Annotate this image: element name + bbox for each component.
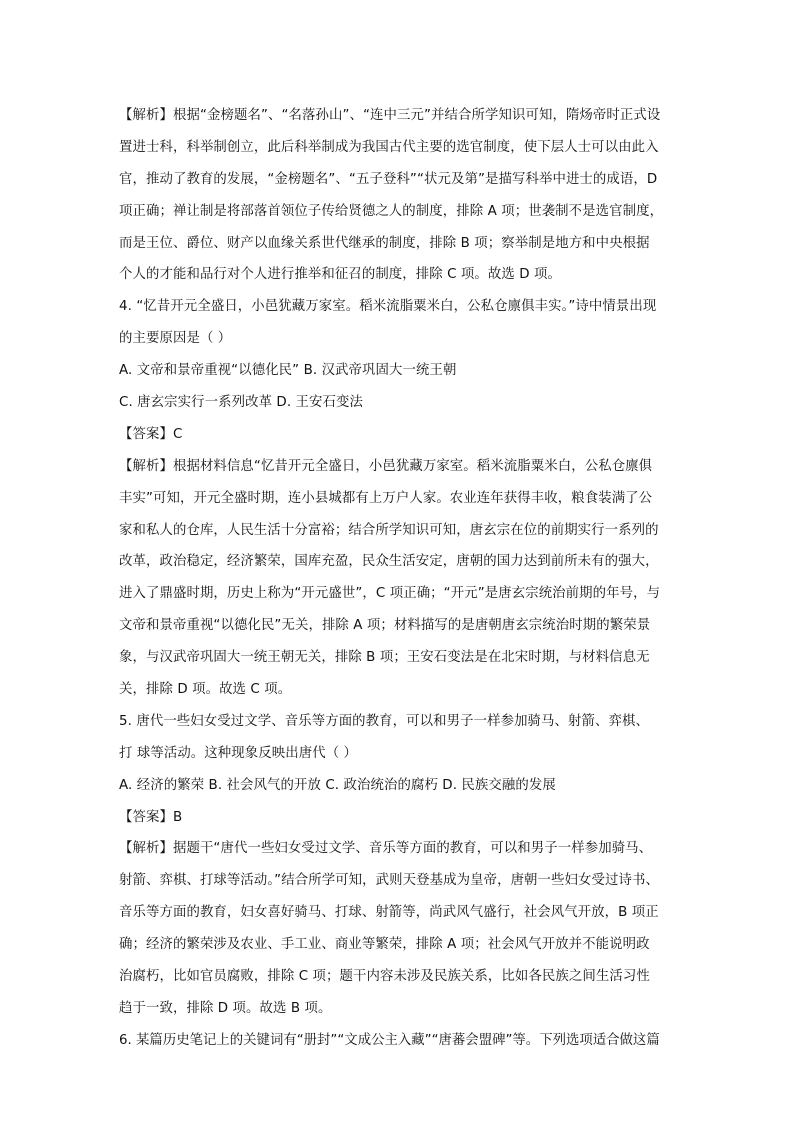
question-6-stem: 6. 某篇历史笔记上的关键词有“册封”“文成公主入藏”“唐蕃会盟碑”等。下列选项适合做这篇 bbox=[119, 1032, 660, 1048]
question-4-analysis: 【解析】根据材料信息“忆昔开元全盛日，小邑犹藏万家室。稻米流脂粟米白，公私仓廪俱 bbox=[119, 458, 653, 474]
question-5-stem: 打 球等活动。这种现象反映出唐代（ ） bbox=[119, 745, 358, 761]
question-5-options: A. 经济的繁荣 B. 社会风气的开放 C. 政治统治的腐朽 D. 民族交融的发展 bbox=[119, 777, 556, 793]
text-line: 项正确；禅让制是将部落首领位子传给贤德之人的制度，排除 A 项；世袭制不是选官制度， bbox=[119, 203, 664, 219]
question-4-analysis: 家和私人的仓库，人民生活十分富裕；结合所学知识可知，唐玄宗在位的前期实行一系列的 bbox=[119, 522, 659, 538]
question-4-stem: 4. “忆昔开元全盛日，小邑犹藏万家室。稻米流脂粟米白，公私仓廪俱丰实。”诗中情景出现 bbox=[119, 299, 657, 315]
question-5-answer: 【答案】B bbox=[119, 809, 183, 825]
question-5-analysis: 射箭、弈棋、打球等活动。”结合所学可知，武则天登基成为皇帝，唐朝一些妇女受过诗书、 bbox=[119, 873, 659, 889]
question-5-analysis: 治腐朽，比如官员腐败，排除 C 项；题干内容未涉及民族关系，比如各民族之间生活习性 bbox=[119, 969, 650, 985]
question-5-analysis: 趋于一致，排除 D 项。故选 B 项。 bbox=[119, 1000, 332, 1016]
question-4-stem: 的主要原因是（ ） bbox=[119, 331, 232, 347]
question-4-options: A. 文帝和景帝重视“以德化民” B. 汉武帝巩固大一统王朝 bbox=[119, 363, 457, 379]
text-line: 官，推动了教育的发展，“金榜题名”、“五子登科”“状元及第”是描写科举中进士的成语，D bbox=[119, 171, 658, 187]
question-5-stem: 5. 唐代一些妇女受过文学、音乐等方面的教育，可以和男子一样参加骑马、射箭、弈棋、 bbox=[119, 713, 649, 729]
question-4-analysis: 改革，政治稳定，经济繁荣，国库充盈，民众生活安定，唐朝的国力达到前所未有的强大， bbox=[119, 554, 659, 570]
document-body bbox=[119, 100, 679, 1057]
question-4-analysis: 进入了鼎盛时期，历史上称为“开元盛世”，C 项正确；“开元”是唐玄宗统治前期的年号，与 bbox=[119, 586, 661, 602]
text-line: 【解析】根据“金榜题名”、“名落孙山”、“连中三元”并结合所学知识可知，隋炀帝时正式设 bbox=[119, 108, 661, 123]
question-5-analysis: 确；经济的繁荣涉及农业、手工业、商业等繁荣，排除 A 项；社会风气开放并不能说明政 bbox=[119, 937, 650, 953]
question-4-analysis: 丰实”可知，开元全盛时期，连小县城都有上万户人家。农业连年获得丰收，粮食装满了公 bbox=[119, 490, 653, 506]
text-line: 置进士科，科举制创立，此后科举制成为我国古代主要的选官制度，使下层人士可以由此入 bbox=[119, 139, 659, 155]
question-4-analysis: 文帝和景帝重视“以德化民”无关，排除 A 项；材料描写的是唐朝唐玄宗统治时期的繁荣景 bbox=[119, 618, 651, 634]
question-5-analysis: 【解析】据题干“唐代一些妇女受过文学、音乐等方面的教育，可以和男子一样参加骑马、 bbox=[119, 841, 653, 857]
text-line: 个人的才能和品行对个人进行推举和征召的制度，排除 C 项。故选 D 项。 bbox=[119, 267, 562, 283]
question-5-analysis: 音乐等方面的教育，妇女喜好骑马、打球、射箭等，尚武风气盛行，社会风气开放，B 项正 bbox=[119, 905, 659, 921]
question-4-options: C. 唐玄宗实行一系列改革 D. 王安石变法 bbox=[119, 395, 364, 411]
question-4-answer: 【答案】C bbox=[119, 426, 183, 442]
question-4-analysis: 关，排除 D 项。故选 C 项。 bbox=[119, 682, 292, 698]
question-4-analysis: 象，与汉武帝巩固大一统王朝无关，排除 B 项；王安石变法是在北宋时期，与材料信息无 bbox=[119, 650, 650, 666]
text-line: 而是王位、爵位、财产以血缘关系世代继承的制度，排除 B 项；察举制是地方和中央根据 bbox=[119, 235, 650, 251]
